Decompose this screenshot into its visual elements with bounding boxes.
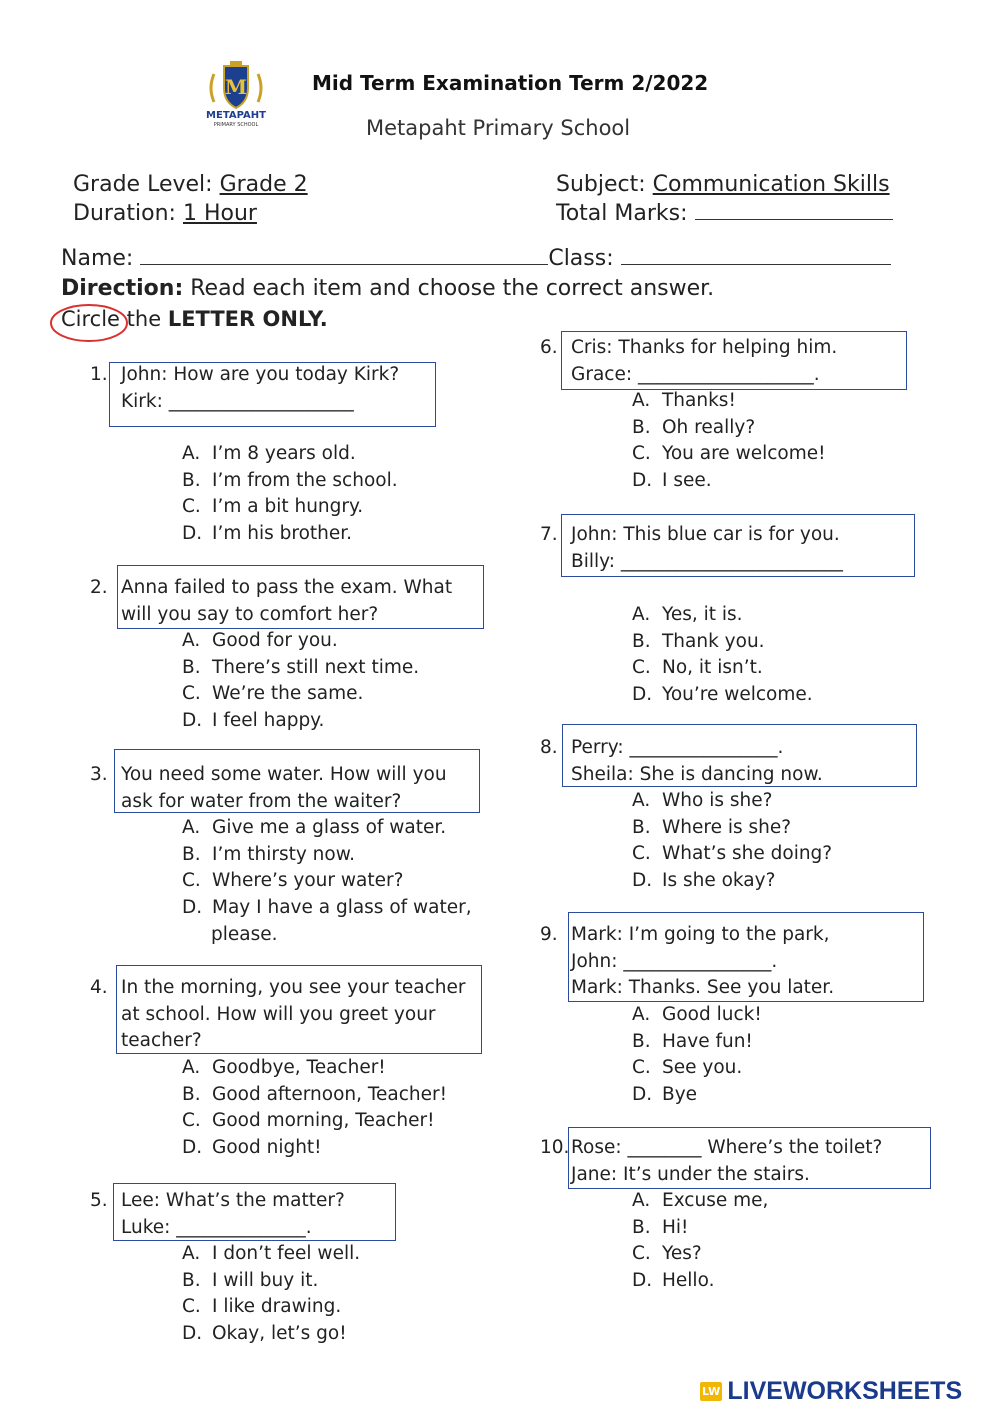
option-text: Have fun!	[662, 1030, 753, 1052]
option-text: I feel happy.	[212, 709, 325, 731]
question-text: Mark: I’m going to the park,	[571, 924, 830, 945]
option-text: May I have a glass of water,	[212, 896, 472, 918]
option-text: No, it isn’t.	[662, 657, 763, 679]
option-text: I will buy it.	[212, 1269, 319, 1291]
option-letter[interactable]: A.	[182, 1243, 201, 1264]
answer-option[interactable]	[182, 708, 324, 735]
duration-value: 1 Hour	[182, 201, 257, 226]
name-blank[interactable]	[140, 246, 548, 265]
question-text: Rose: ________ Where’s the toilet?	[571, 1137, 883, 1158]
option-text: I don’t feel well.	[212, 1243, 361, 1264]
answer-option[interactable]	[632, 1215, 688, 1242]
option-letter[interactable]: C.	[632, 1057, 651, 1079]
option-letter[interactable]: B.	[632, 816, 651, 838]
option-letter[interactable]: C.	[182, 496, 201, 518]
option-letter[interactable]: A.	[182, 443, 201, 464]
question-text: Billy: ________________________	[571, 550, 843, 572]
answer-option[interactable]	[182, 655, 419, 682]
school-name: Metapaht Primary School	[366, 116, 631, 140]
option-text: Hi!	[662, 1216, 689, 1238]
class-label: Class:	[548, 246, 614, 271]
answer-option[interactable]	[182, 1055, 386, 1082]
answer-option[interactable]	[182, 441, 356, 468]
question-text: Jane: It’s under the stairs.	[571, 1163, 810, 1185]
grade-level	[73, 172, 308, 197]
answer-option[interactable]	[632, 468, 712, 495]
option-letter[interactable]: C.	[632, 843, 651, 865]
answer-option[interactable]	[632, 1055, 742, 1082]
answer-option[interactable]	[182, 521, 352, 548]
option-letter[interactable]: B.	[182, 843, 201, 865]
option-letter[interactable]: C.	[182, 870, 201, 892]
answer-option[interactable]	[632, 841, 832, 868]
option-text: See you.	[662, 1057, 743, 1079]
option-letter[interactable]: C.	[632, 1243, 651, 1265]
option-text: You are welcome!	[662, 443, 826, 465]
name-label: Name:	[61, 246, 134, 271]
option-letter[interactable]: B.	[632, 630, 651, 652]
question-text: teacher?	[121, 1030, 202, 1052]
option-letter[interactable]: C.	[632, 443, 651, 465]
option-text: I’m 8 years old.	[212, 443, 356, 464]
duration	[73, 201, 312, 226]
logo-subtext: PRIMARY SCHOOL	[213, 122, 259, 128]
option-letter[interactable]: D.	[182, 896, 203, 918]
answer-option[interactable]	[182, 681, 363, 708]
direction	[61, 276, 714, 301]
option-text: Yes, it is.	[662, 604, 743, 625]
option-text: Yes?	[662, 1243, 702, 1265]
option-letter[interactable]: A.	[632, 1004, 651, 1025]
option-text: Where’s your water?	[212, 870, 404, 892]
answer-option[interactable]	[632, 602, 743, 629]
question-text: Mark: Thanks. See you later.	[571, 977, 835, 999]
question-number: 8.	[540, 737, 558, 758]
option-letter[interactable]: A.	[182, 630, 201, 651]
answer-option[interactable]	[182, 494, 363, 521]
letter-only: LETTER ONLY.	[167, 307, 328, 331]
question-number: 3.	[90, 764, 108, 785]
question-number: 10.	[540, 1137, 570, 1158]
answer-option[interactable]	[632, 1029, 753, 1056]
option-text: There’s still next time.	[212, 656, 420, 678]
option-text: Good for you.	[212, 630, 338, 651]
answer-option[interactable]	[632, 655, 763, 682]
option-letter[interactable]: D.	[632, 1083, 653, 1105]
option-text: Good luck!	[662, 1004, 762, 1025]
question-text: Cris: Thanks for helping him.	[571, 337, 838, 358]
name-row	[61, 246, 891, 271]
question-number: 5.	[90, 1190, 108, 1211]
question-number: 9.	[540, 924, 558, 945]
answer-option[interactable]	[632, 388, 736, 415]
question-number: 6.	[540, 337, 558, 358]
option-letter[interactable]: B.	[632, 1030, 651, 1052]
option-letter[interactable]: A.	[632, 604, 651, 625]
question-text: Sheila: She is dancing now.	[571, 763, 823, 785]
answer-option[interactable]	[182, 468, 398, 495]
marks-label: Total Marks:	[556, 201, 688, 226]
option-letter[interactable]: A.	[632, 790, 651, 811]
option-text: Give me a glass of water.	[212, 817, 447, 838]
answer-option[interactable]	[632, 1268, 714, 1295]
option-text: Goodbye, Teacher!	[212, 1057, 386, 1078]
option-letter[interactable]: C.	[182, 1296, 201, 1318]
option-letter[interactable]: B.	[632, 1216, 651, 1238]
total-marks	[556, 201, 893, 226]
svg-text:M: M	[224, 75, 248, 99]
subject-label: Subject:	[556, 172, 646, 197]
option-letter[interactable]: D.	[182, 1322, 203, 1344]
answer-option[interactable]	[632, 1002, 762, 1029]
question-text: Perry: ________________.	[571, 737, 784, 758]
answer-option[interactable]	[182, 1241, 360, 1268]
option-text: I’m thirsty now.	[212, 843, 356, 865]
answer-option[interactable]	[182, 815, 446, 842]
option-text: Is she okay?	[662, 869, 776, 891]
option-text: Oh really?	[662, 416, 756, 438]
duration-label: Duration:	[73, 201, 176, 226]
footer-logo	[700, 1377, 962, 1406]
option-text: Okay, let’s go!	[212, 1322, 347, 1344]
answer-option[interactable]	[632, 1188, 768, 1215]
answer-option[interactable]	[182, 1321, 347, 1348]
option-letter[interactable]: C.	[182, 1110, 201, 1132]
option-text: Thanks!	[662, 390, 736, 411]
answer-option[interactable]	[632, 868, 775, 895]
question-number: 4.	[90, 977, 108, 998]
option-letter[interactable]: B.	[182, 1083, 201, 1105]
answer-option[interactable]	[182, 1135, 322, 1162]
direction-text: Read each item and choose the correct answer.	[190, 276, 715, 301]
option-text: I see.	[662, 469, 712, 491]
answer-option[interactable]	[182, 1082, 447, 1109]
answer-option[interactable]	[182, 1108, 435, 1135]
answer-option[interactable]	[182, 1294, 341, 1321]
option-letter[interactable]: D.	[632, 869, 653, 891]
answer-option[interactable]	[182, 868, 403, 895]
option-text: I’m from the school.	[212, 469, 398, 491]
option-letter[interactable]: C.	[182, 683, 201, 705]
option-letter[interactable]: A.	[632, 390, 651, 411]
question-text: Luke: ______________.	[121, 1216, 312, 1238]
red-circle-mark	[47, 302, 131, 344]
lw-badge-icon: LW	[700, 1382, 722, 1401]
the-word: the	[126, 307, 162, 331]
exam-title: Mid Term Examination Term 2/2022	[312, 71, 709, 95]
option-text: What’s she doing?	[662, 843, 833, 865]
logo-text: METAPAHT	[206, 110, 266, 121]
option-continuation: please.	[211, 924, 278, 945]
option-letter[interactable]: D.	[182, 709, 203, 731]
grade-label: Grade Level:	[73, 172, 213, 197]
option-text: Good morning, Teacher!	[212, 1110, 435, 1132]
question-text: Kirk: ____________________	[121, 390, 354, 412]
question-text: You need some water. How will you	[121, 764, 447, 785]
question-text: John: This blue car is for you.	[571, 524, 840, 545]
marks-blank[interactable]	[695, 201, 893, 220]
option-text: Where is she?	[662, 816, 792, 838]
option-text: I like drawing.	[212, 1296, 342, 1318]
option-letter[interactable]: D.	[632, 1269, 653, 1291]
answer-option[interactable]	[182, 1268, 318, 1295]
option-text: We’re the same.	[212, 683, 364, 705]
answer-option[interactable]	[632, 788, 772, 815]
option-letter[interactable]: D.	[182, 1136, 203, 1158]
answer-option[interactable]	[632, 1082, 697, 1109]
subject-value: Communication Skills	[652, 172, 890, 197]
question-text: will you say to comfort her?	[121, 603, 379, 625]
answer-option[interactable]	[182, 842, 355, 869]
question-text: Lee: What’s the matter?	[121, 1190, 345, 1211]
circle-word: Circle	[61, 307, 120, 331]
question-number: 1.	[90, 364, 108, 385]
question-text: Grace: ___________________.	[571, 363, 820, 385]
answer-option[interactable]	[632, 682, 813, 709]
option-letter[interactable]: D.	[632, 683, 653, 705]
option-text: Thank you.	[662, 630, 765, 652]
option-letter[interactable]: D.	[632, 469, 653, 491]
option-text: Good afternoon, Teacher!	[212, 1083, 448, 1105]
question-number: 7.	[540, 524, 558, 545]
option-letter[interactable]: C.	[632, 657, 651, 679]
answer-option[interactable]	[632, 415, 755, 442]
question-text: at school. How will you greet your	[121, 1003, 436, 1025]
answer-option[interactable]	[182, 895, 472, 922]
option-text: Bye	[662, 1083, 698, 1105]
answer-option[interactable]	[632, 1241, 702, 1268]
answer-option[interactable]	[632, 441, 826, 468]
option-letter[interactable]: B.	[632, 416, 651, 438]
answer-option[interactable]	[182, 628, 338, 655]
option-text: I’m his brother.	[212, 522, 353, 544]
option-text: I’m a bit hungry.	[212, 496, 364, 518]
option-letter[interactable]: D.	[182, 522, 203, 544]
option-letter[interactable]: A.	[182, 817, 201, 838]
option-text: Who is she?	[662, 790, 773, 811]
question-text: Anna failed to pass the exam. What	[121, 577, 453, 598]
option-letter[interactable]: B.	[182, 656, 201, 678]
question-number: 2.	[90, 577, 108, 598]
question-text: John: How are you today Kirk?	[121, 364, 400, 385]
option-letter[interactable]: B.	[182, 469, 201, 491]
direction-label: Direction:	[61, 276, 184, 301]
option-text: Excuse me,	[662, 1190, 769, 1211]
option-text: Hello.	[662, 1269, 715, 1291]
option-letter[interactable]: B.	[182, 1269, 201, 1291]
option-text: You’re welcome.	[662, 683, 813, 705]
answer-option[interactable]	[632, 815, 791, 842]
footer-brand: LIVEWORKSHEETS	[727, 1377, 963, 1405]
question-text: In the morning, you see your teacher	[121, 977, 466, 998]
answer-option[interactable]	[632, 629, 765, 656]
question-text: ask for water from the waiter?	[121, 790, 402, 812]
option-letter[interactable]: A.	[182, 1057, 201, 1078]
option-text: Good night!	[212, 1136, 322, 1158]
class-blank[interactable]	[621, 246, 891, 265]
grade-value: Grade 2	[219, 172, 308, 197]
option-letter[interactable]: A.	[632, 1190, 651, 1211]
subject	[556, 172, 890, 197]
question-text: John: ________________.	[571, 950, 778, 972]
